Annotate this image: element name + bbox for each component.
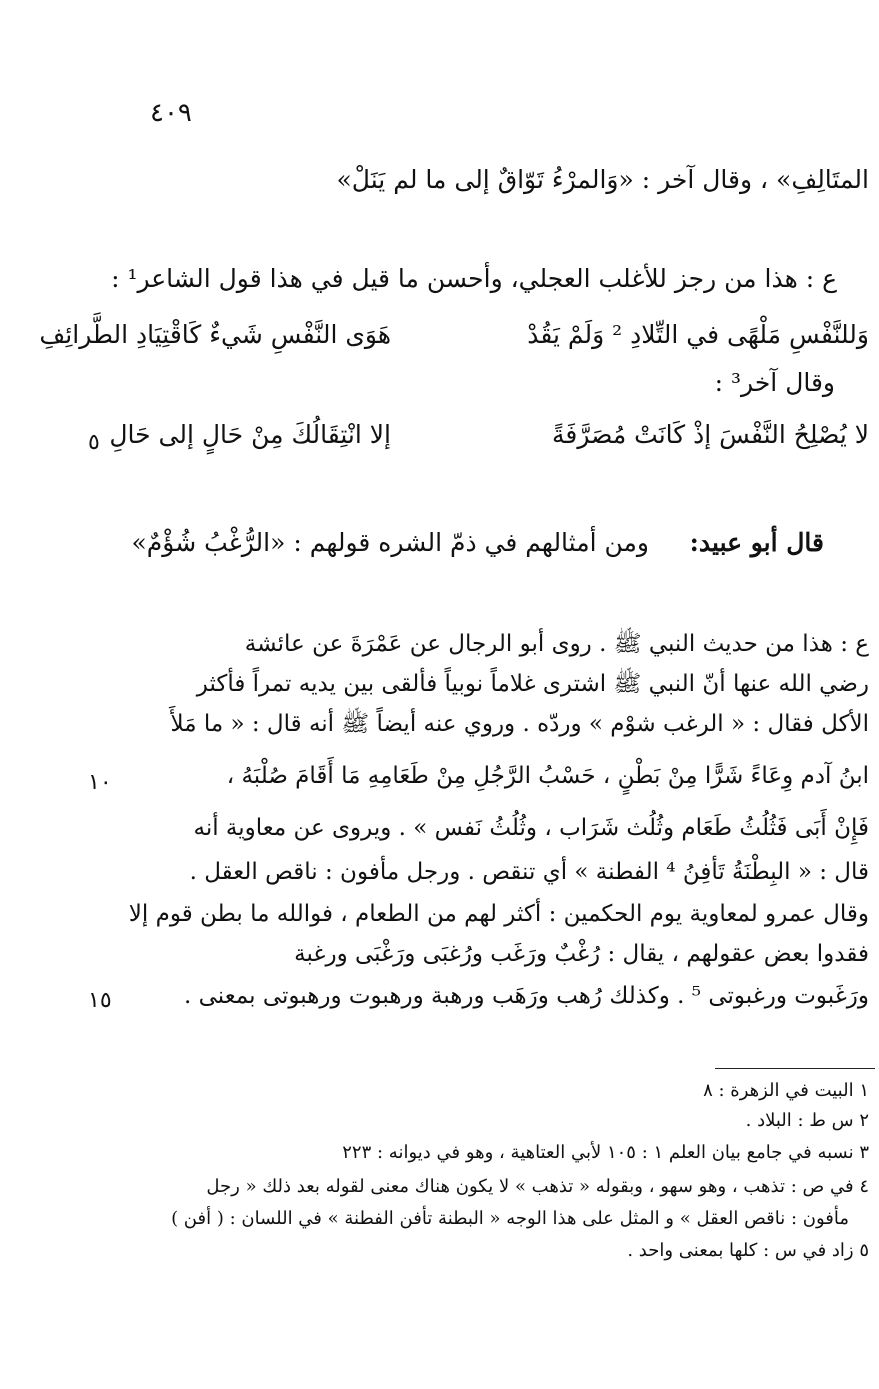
line-marker-5: ٥ (88, 430, 100, 455)
body-line-1: ع : هذا من حديث النبي ﷺ . روى أبو الرجال عن عَمْرَةَ عن عائشة (244, 631, 869, 657)
commentary-line: ع : هذا من رجز للأغلب العجلي، وأحسن ما قيل في هذا قول الشاعر¹ : (111, 264, 837, 293)
body-line-6: قال : « البِطْنَةُ تَأفِنُ ⁴ الفطنة » أي تنقص . ورجل مأفون : ناقص العقل . (189, 859, 869, 885)
body-line-9: ورَغَبوت ورغبوتى ⁵ . وكذلك رُهب ورَهَب ورهبة ورهبوت ورهبوتى بمعنى . (184, 983, 869, 1009)
verse2-first-hemistich: لا يُصْلِحُ النَّفْسَ إذْ كَانَتْ مُصَرَّفَةً (552, 420, 869, 449)
verse1-second-hemistich: هَوَى النَّفْسِ شَيءٌ كَاقْتِيَادِ الطَّرائِفِ (39, 320, 391, 349)
verse1-first-hemistich: وَللنَّفْسِ مَلْهًى في التِّلادِ ² وَلَمْ يَقُدْ (527, 320, 869, 349)
footnote-1: ١ البيت في الزهرة : ٨ (703, 1080, 869, 1101)
line-marker-10: ١٠ (88, 770, 112, 795)
page-number: ٤٠٩ (150, 98, 192, 128)
body-line-3: الأكل فقال : « الرغب شوْم » وردّه . وروي عنه أيضاً ﷺ أنه قال : « ما مَلأَ (170, 711, 869, 737)
another-poet-line: وقال آخر³ : (714, 368, 835, 397)
body-line-5: فَإِنْ أَبَى فَثُلُثُ طَعَام وثُلُث شَرَاب ، وثُلُثُ نَفس » . ويروى عن معاوية أنه (193, 815, 869, 841)
verse2-second-hemistich: إلا انْتِقَالُكَ مِنْ حَالٍ إلى حَالِ (109, 420, 391, 449)
footnote-2: ٢ س ط : البلاد . (745, 1110, 869, 1131)
top-line: المتَالِفِ» ، وقال آخر : «وَالمرْءُ تَوّاقٌ إلى ما لم يَنَلْ» (336, 165, 869, 194)
footnote-4: ٤ في ص : تذهب ، وهو سهو ، وبقوله « تذهب » لا يكون هناك معنى لقوله بعد ذلك « رجل (206, 1176, 869, 1197)
footnote-rule (715, 1068, 875, 1069)
footnote-3: ٣ نسبه في جامع بيان العلم ١ : ١٠٥ لأبي العتاهية ، وهو في ديوانه : ٢٢٣ (342, 1142, 869, 1163)
line-marker-15: ١٥ (88, 988, 112, 1013)
body-line-4: ابنُ آدم وِعَاءً شَرًّا مِنْ بَطْنٍ ، حَسْبُ الرَّجُلِ مِنْ طَعَامِهِ مَا أَقَامَ صُلْبَهُ ، (226, 763, 869, 789)
proverb-line: ومن أمثالهم في ذمّ الشره قولهم : «الرُّغْبُ شُؤْمٌ» (131, 528, 649, 557)
body-line-8: فقدوا بعض عقولهم ، يقال : رُغْبٌ ورَغَب ورُغبَى ورَغْبَى ورغبة (294, 941, 869, 967)
footnote-4-continued: مأفون : ناقص العقل » و المثل على هذا الوجه « البطنة تأفن الفطنة » في اللسان : ( أفن ) (171, 1208, 849, 1229)
footnote-5: ٥ زاد في س : كلها بمعنى واحد . (627, 1240, 869, 1261)
body-line-7: وقال عمرو لمعاوية يوم الحكمين : أكثر لهم من الطعام ، فوالله ما بطن قوم إلا (128, 901, 869, 927)
speaker-label: قال أبو عبيد: (689, 528, 824, 557)
body-line-2: رضي الله عنها أنّ النبي ﷺ اشترى غلاماً نوبياً فألقى بين يديه تمراً فأكثر (196, 671, 869, 697)
